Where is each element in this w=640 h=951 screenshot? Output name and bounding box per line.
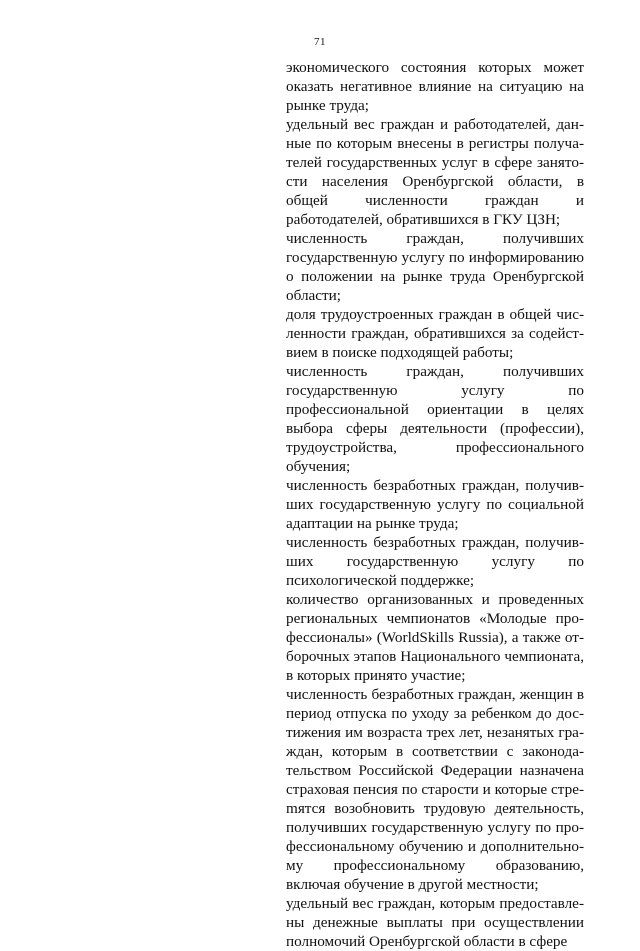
paragraph: количество организованных и проведенных региональных чемпионатов «Молодые профессионалы» (WorldSkills Russia), а также отборочных этапов Национального чемпионата, в которых принято участие;: [286, 591, 584, 684]
text-column: [286, 58, 584, 951]
paragraph: численность безработных граждан, получивших государственную услугу по социальной адаптации на рынке труда;: [286, 477, 584, 532]
paragraph: численность граждан, получивших государственную услугу по информированию о положении на рынке труда Оренбургской области;: [286, 230, 584, 304]
paragraph: численность безработных граждан, женщин в период отпуска по уходу за ребенком до достижения им возраста трех лет, незанятых граждан, которым в соответствии с законодательством Российской Федерации назначена страховая пенсия по старости и которые стреmятся возобновить трудовую деятельность, получивших государственную услугу по профессиональному обучению и дополнительному профессиональному образованию, включая обучение в другой местности;: [286, 686, 584, 893]
paragraph: доля трудоустроенных граждан в общей численности граждан, обратившихся за содействием в поиске подходящей работы;: [286, 306, 584, 361]
paragraph: удельный вес граждан, которым предоставлены денежные выплаты при осуществлении полномочий Оренбургской области в сфере: [286, 895, 584, 950]
paragraph: численность граждан, получивших государственную услугу по профессиональной ориентации в целях выбора сферы деятельности (профессии), трудоустройства, профессионального обучения;: [286, 363, 584, 475]
page-number: 71: [314, 36, 326, 48]
paragraph: удельный вес граждан и работодателей, данные по которым внесены в регистры получателей государственных услуг в сфере занятости населения Оренбургской области, в общей численности граждан и работодателей, обратившихся в ГКУ ЦЗН;: [286, 116, 584, 228]
paragraph: экономического состояния которых может оказать негативное влияние на ситуацию на рынке труда;: [286, 59, 584, 114]
paragraph: численность безработных граждан, получивших государственную услугу по психологической поддержке;: [286, 534, 584, 589]
